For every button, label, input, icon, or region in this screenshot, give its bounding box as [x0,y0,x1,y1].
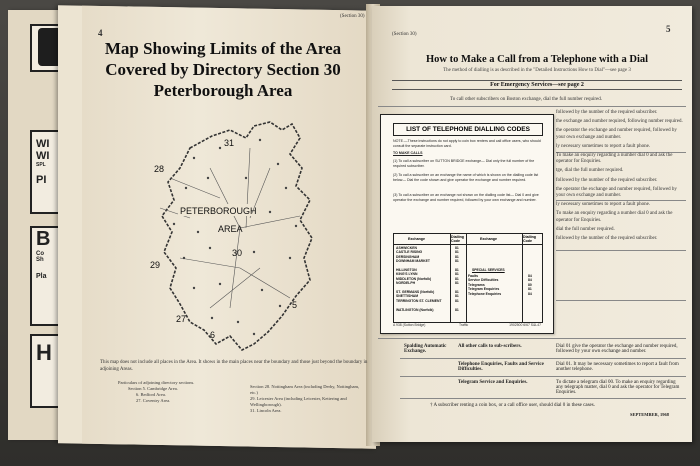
header-exchange-2: Exchange [480,237,497,241]
right-column-line: followed by the number of the required subscriber. [556,236,658,242]
header-dialling-code-2: Dialling Code [523,235,536,243]
exchange-row [396,259,430,263]
header-dialling-code: Dialling Code [451,235,464,243]
right-column-line: the operator the exchange and number required, followed by your own exchange and number. [556,128,677,140]
back-text-h: H [36,340,52,365]
right-column-line: followed by the number of the required subscriber. [556,177,658,183]
dialling-code: 81 [455,250,459,255]
map-title [88,38,358,101]
exchange-name: WATLINGTON (Norfolk) [396,307,434,312]
exchange-name: ST. GERMANS (Norfolk) [396,290,435,294]
dialling-code: 81 [455,272,459,277]
right-column-text [556,110,686,242]
special-service-name: Faults [468,274,478,278]
exchange-name: SNETTISHAM [396,294,419,299]
legend-right [250,384,362,414]
back-text-pi: PI [36,174,47,186]
legend-left-item: Section 5. Cambridge Area. [128,386,178,391]
dialling-code: 81 [455,290,459,294]
to-make-calls-heading: TO MAKE CALLS [393,151,423,155]
rule [400,358,686,359]
area-word: AREA [218,224,243,234]
card-form-number: A 938 (Sutton Bridge) [393,323,426,327]
exchange-name: DERSINGHAM [396,254,420,259]
card-step: (3) To call a subscriber on an exchange not shown on the dialling code list— Dial 0 and give operator the exchange and number required, followed by your own exchange and number. [393,193,539,202]
boston-row: To call other subscribers on Boston exchange, dial the full number required. [450,97,602,102]
lower-row-instruction: Dial 01 give the operator the exchange and number required, followed by your own exchange and number. [556,344,678,354]
exchange-row [396,308,434,312]
legend-left-item: 6. Bedford Area. [136,392,166,397]
legend-right-item: 31. Lincoln Area. [250,408,282,413]
exchange-name: MIDDLETON (Norfolk) [396,276,432,281]
right-column-line: ly necessary sometimes to report a fault phone. [556,143,651,149]
card-title: LIST OF TELEPHONE DIALLING CODES [393,123,543,136]
lower-row-service: Telegram Service and Enquiries. [458,380,528,385]
special-service-name: Telegram Enquiries [468,287,500,292]
rule [378,338,686,339]
card-note: NOTE.—These instructions do not apply to coin box renters and call office users, who should consult the separate instruction card. [393,139,541,148]
back-text-w1: WI [36,138,50,150]
rule [400,376,686,377]
section-27-label: 27 [176,314,187,324]
rule [556,250,686,251]
special-service-name: Telephone Enquiries [468,291,502,296]
card-footer [393,323,541,327]
legend-left-item: 27. Coventry Area. [136,398,171,403]
right-column-line: the operator the exchange and number required, followed by your own exchange and number. [556,186,677,199]
right-column-line: dial the full number required. [556,226,615,232]
legend-right-item: Section 28. Nottingham Area (including Derby, Nottingham, etc.) [250,384,360,395]
dialling-code: 81 [455,281,459,286]
lower-row-service: Telephone Enquiries, Faults and Service Difficulties. [458,362,544,372]
lower-row-instruction: To dictate a telegram dial 00. To make an enquiry regarding any telegraph matter, dial 0 and ask the operator for Telegram Enquiries. [556,380,680,395]
dialling-code: 81 [455,259,459,264]
back-text-pla: Pla [36,273,47,280]
section-30-label: 30 [232,248,243,258]
table-divider [450,234,451,322]
exchange-row [396,281,415,285]
header-exchange: Exchange [408,237,425,241]
exchange-row [396,299,442,303]
back-text-sh: Sh [36,257,44,263]
right-column-line: To make an enquiry regarding a number dial 0 and ask the operator for Enquiries. [556,153,673,165]
dialling-codes-card [380,114,554,334]
special-service-code: 84 [528,274,532,278]
table-divider [522,234,523,322]
left-running-head: (Section 30) [340,14,365,19]
section-6-label: 6 [210,330,216,340]
back-text-b: B [36,228,51,250]
section-31-label: 31 [224,138,235,148]
table-header-rule [394,244,542,245]
table-divider [466,234,467,322]
section-28-label: 28 [154,164,165,174]
right-column-line: ly necessary sometimes to report a fault phone. [556,202,651,208]
special-service-code: 84 [528,278,532,283]
special-service-code: 81 [528,287,532,292]
dialling-code: 81 [455,307,459,312]
exchange-name: KING'S LYNN [396,272,418,277]
rule [378,106,686,107]
special-service-code: 84 [528,291,532,296]
card-step: (2) To call a subscriber on an exchange the name of which is shown on the dialling code list below— Dial the code shown and give operator the exchange and number required. [393,173,539,182]
rule [556,300,686,301]
right-column-line: the exchange and number required, following number required. [556,119,683,125]
coin-box-note: † A subscriber renting a coin box, or a call office user, should dial 0 in these cases. [430,403,595,408]
exchange-name: TERRINGTON ST. CLEMENT [396,298,442,303]
special-service-name: Service Difficulties [468,278,499,283]
right-column-line: To make an enquiry regarding a number dial 0 and ask the operator for Enquiries. [556,211,673,223]
right-page-number: 5 [666,24,671,34]
exchange-name: HILLINGTON [396,268,417,272]
legend-right-item: 29. Leicester Area (including Leicester, Kettering and Wellingborough). [250,396,347,407]
dialling-code: 81 [455,298,459,303]
lower-row-exchange: Spalding Automatic Exchange. [404,344,447,354]
section-29-label: 29 [150,260,161,270]
dialling-code: 81 [455,246,459,250]
special-services-heading: SPECIAL SERVICES [472,268,505,272]
dialling-code: 81 [455,268,459,272]
legend-left [118,380,238,404]
map-title-line-1: Map Showing Limits of the Area [104,39,342,58]
back-text-w2: WI [36,150,50,162]
area-map [150,108,328,358]
special-service-code: 80 [528,282,532,287]
dialling-code: 81 [455,276,459,281]
left-page-number: 4 [98,28,103,38]
back-text-cop: Co [36,251,44,257]
dial-call-subtitle: The method of dialling is as described in the "Detailed Instructions How to Dial"—see page 3 [443,68,631,73]
lower-row-service: All other calls to sub-scribers. [458,344,522,349]
section-5-label: 5 [292,300,298,310]
exchange-name: DOWNHAM MARKET [396,259,430,264]
map-footnote: This map does not include all places in the Area. It shows in the main places near the boundary and those just beyond the boundary in adjoining Areas. [100,360,368,372]
dialling-code: 81 [455,294,459,299]
map-title-line-2: Covered by Directory Section 30 [105,60,341,79]
dial-call-title: How to Make a Call from a Telephone with a Dial [425,54,649,65]
emergency-note: For Emergency Services—see page 2 [392,80,682,90]
exchange-name: NORDELPH [396,281,416,286]
rule [400,398,686,399]
exchange-name: CASTLE RISING [396,250,423,255]
right-column-line: tge, dial the full number required. [556,168,624,174]
back-text-spl: SPL [36,162,46,168]
map-title-line-3: Peterborough Area [153,81,293,100]
special-service-name: Telegrams [468,282,485,287]
card-department: Traffic [459,323,469,327]
print-date: SEPTEMBER, 1968 [630,412,670,417]
card-step: (1) To call a subscriber on SUTTON BRIDGE exchange— Dial only the full number of the required subscriber. [393,159,535,168]
dialling-code: 81 [455,254,459,259]
lower-row-instruction: Dial 01. It may be necessary sometimes to report a fault from another telephone. [556,362,679,372]
right-running-head: (Section 30) [392,32,417,37]
dialling-codes-table [393,233,543,323]
area-label: PETERBOROUGH [180,206,257,216]
legend-heading: Particulars of adjoining directory sections. [118,380,195,385]
exchange-name: ASHWICKEN [396,246,417,250]
card-print-code: 1902500 6/67 S&L47 [509,323,541,327]
right-column-line: followed by the number of the required subscriber. [556,110,658,115]
map-towns [173,139,297,335]
